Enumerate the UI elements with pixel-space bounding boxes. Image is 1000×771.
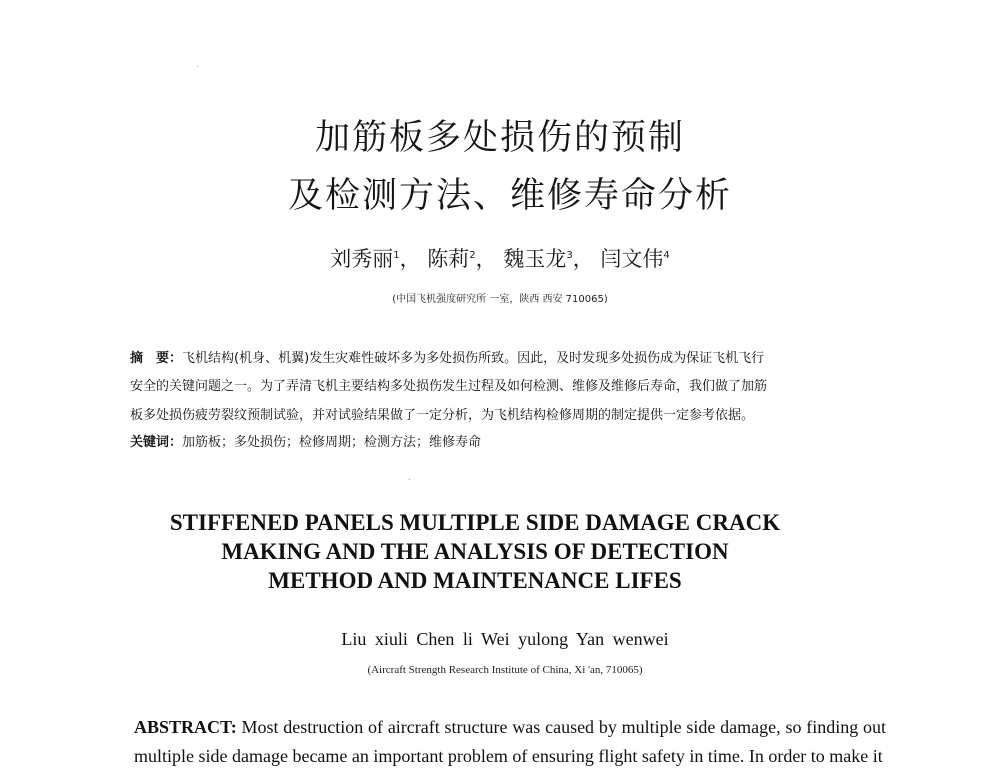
author-name: 魏玉龙 [503, 247, 567, 271]
author-name: 刘秀丽 [330, 247, 394, 271]
author-affiliation-mark: 3 [566, 250, 573, 261]
scan-speck [409, 479, 410, 480]
english-title-line-2: MAKING AND THE ANALYSIS OF DETECTION [221, 539, 729, 564]
english-affiliation: (Aircraft Strength Research Institute of China, Xi 'an, 710065) [367, 664, 643, 676]
english-title-line-3: METHOD AND MAINTENANCE LIFES [268, 568, 682, 593]
english-authors: Liu xiuli Chen li Wei yulong Yan wenwei [341, 629, 669, 649]
author-separator: ， [572, 247, 594, 271]
author-name: 陈莉 [427, 247, 470, 271]
chinese-abstract-line-1 [130, 347, 880, 366]
chinese-title-line-1: 加筋板多处损伤的预制 [314, 118, 685, 158]
english-abstract [134, 713, 886, 771]
keywords-text: 加筋板；多处损伤；检修周期；检测方法；维修寿命 [182, 435, 482, 450]
abstract-text: 飞机结构(机身、机翼)发生灾难性破坏多为多处损伤所致。因此，及时发现多处损伤成为保证飞机飞行 [182, 351, 765, 366]
author-separator: ， [399, 247, 421, 271]
chinese-abstract-line-2: 安全的关键问题之一。为了弄清飞机主要结构多处损伤发生过程及如何检测、维修及维修后寿命，我们做了加筋 [130, 379, 768, 394]
abstract-label: 摘 要： [130, 351, 183, 366]
author-affiliation-mark: 2 [469, 250, 476, 261]
chinese-title-line-2: 及检测方法、维修寿命分析 [287, 176, 732, 216]
english-title-line-1: STIFFENED PANELS MULTIPLE SIDE DAMAGE CRACK [169, 510, 781, 535]
author-separator: ， [475, 247, 497, 271]
english-abstract-text: Most destruction of aircraft structure was caused by multiple side damage, so finding out multiple side damage became an important problem of ensuring flight safety in time. In order to make it [134, 717, 887, 766]
chinese-abstract-line-3: 板多处损伤疲劳裂纹预制试验，并对试验结果做了一定分析，为飞机结构检修周期的制定提供一定参考依据。 [130, 408, 755, 423]
chinese-authors [0, 243, 1000, 273]
chinese-affiliation: (中国飞机强度研究所 一室，陕西 西安 710065) [392, 294, 608, 305]
chinese-keywords [130, 431, 880, 450]
english-title [150, 508, 800, 595]
english-abstract-label: ABSTRACT: [134, 717, 237, 737]
scan-speck [197, 66, 198, 67]
keywords-label: 关键词： [130, 435, 183, 450]
author-name: 闫文伟 [600, 247, 664, 271]
author-affiliation-mark: 4 [663, 250, 670, 261]
author-affiliation-mark: 1 [393, 250, 400, 261]
